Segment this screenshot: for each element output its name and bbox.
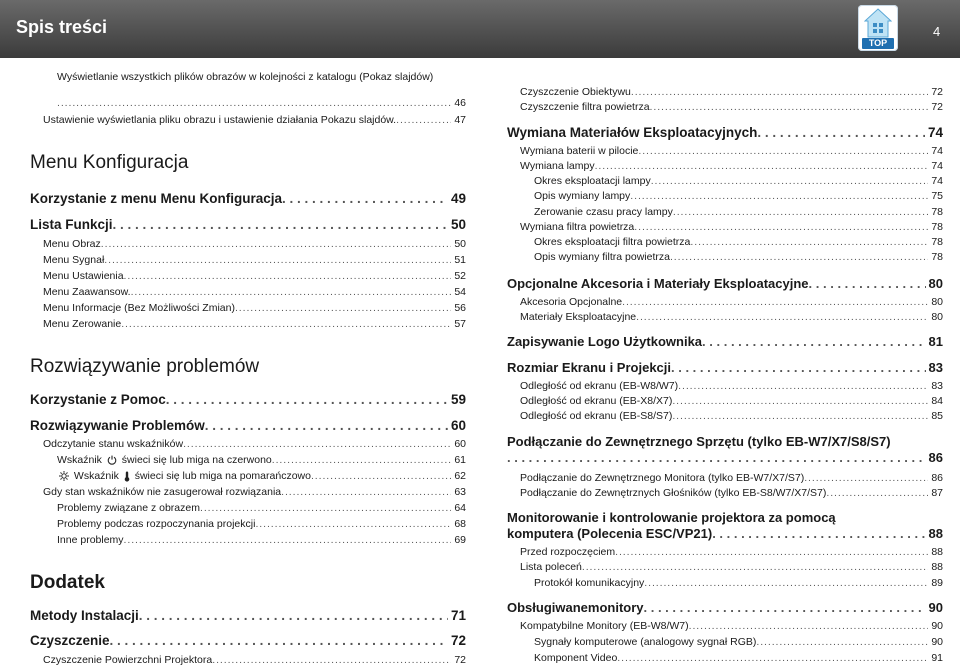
leader-dots	[281, 486, 451, 498]
entry-label: Menu Zerowanie	[43, 318, 122, 330]
leader-dots	[651, 175, 929, 187]
toc-entry-przed-rozpoczeciem[interactable]	[520, 546, 943, 558]
page-ref: 52	[454, 270, 466, 282]
leader-dots	[631, 86, 928, 98]
toc-entry-menu-sygnal[interactable]	[43, 254, 466, 266]
page-ref: 84	[931, 395, 943, 407]
entry-label: Czyszczenie filtra powietrza	[520, 101, 650, 113]
leader-dots	[121, 318, 451, 330]
page-ref: 83	[931, 380, 943, 392]
toc-entry-menu-zerowanie[interactable]	[43, 318, 466, 330]
entry-label: Komponent Video	[534, 652, 618, 664]
toc-entry-ustawienie-wyswietlania[interactable]	[43, 114, 466, 126]
toc-entry-odleglosc-x8[interactable]	[520, 395, 943, 407]
page-ref: 74	[927, 125, 943, 140]
chapter-menu-konfiguracja: Menu Konfiguracja	[30, 152, 189, 173]
entry-label: Problemy związane z obrazem	[57, 502, 200, 514]
toc-entry-zewnetrzne-glosniki[interactable]	[520, 487, 943, 499]
entry-label: Korzystanie z menu Menu Konfiguracja	[30, 191, 283, 206]
leader-dots	[756, 636, 928, 648]
page-ref: 75	[931, 190, 943, 202]
toc-entry-odczytanie[interactable]	[43, 438, 466, 450]
toc-entry-wymiana-baterii[interactable]	[520, 145, 943, 157]
page-ref: 63	[454, 486, 466, 498]
toc-entry-wymiana-filtra[interactable]	[520, 221, 943, 233]
leader-dots	[671, 360, 926, 375]
toc-entry-inne-problemy[interactable]	[57, 534, 466, 546]
leader-dots	[131, 286, 452, 298]
toc-entry-kompatybilne[interactable]	[520, 620, 943, 632]
toc-entry-opcjonalne[interactable]	[507, 276, 943, 291]
toc-entry-obslugiwane-monitory[interactable]	[507, 600, 943, 615]
entry-label: Ustawienie wyświetlania pliku obrazu i ustawienie działania Pokazu slajdów.	[43, 114, 397, 126]
toc-entry-akcesoria[interactable]	[520, 296, 943, 308]
entry-label: Odczytanie stanu wskaźników	[43, 438, 184, 450]
leader-dots	[615, 546, 928, 558]
page-ref: 78	[931, 236, 943, 248]
entry-label: Rozwiązywanie Problemów	[30, 418, 205, 433]
entry-label: komputera (Polecenia ESC/VP21)	[507, 526, 713, 541]
leader-dots	[235, 302, 451, 314]
page-ref: 54	[454, 286, 466, 298]
leader-dots	[678, 380, 928, 392]
entry-label: Korzystanie z Pomoc	[30, 392, 166, 407]
top-button-label: TOP	[862, 38, 894, 49]
entry-label: Podłączanie do Zewnętrznego Monitora (tylko EB-W7/X7/S7)	[520, 472, 805, 484]
toc-entry-odleglosc-w8[interactable]	[520, 380, 943, 392]
page-ref: 68	[454, 518, 466, 530]
entry-label: Materiały Eksploatacyjne	[520, 311, 637, 323]
page-ref: 50	[454, 238, 466, 250]
page-ref: 85	[931, 410, 943, 422]
page-ref: 86	[931, 472, 943, 484]
page-ref: 78	[931, 221, 943, 233]
page-ref: 56	[454, 302, 466, 314]
entry-label: Okres eksploatacji filtra powietrza	[534, 236, 691, 248]
toc-entry-komponent-video[interactable]	[534, 652, 943, 664]
leader-dots	[689, 620, 929, 632]
leader-dots	[282, 191, 448, 206]
page-ref: 91	[931, 652, 943, 664]
page-ref: 47	[454, 114, 466, 126]
page-ref: 64	[454, 502, 466, 514]
page-ref: 74	[931, 160, 943, 172]
page-ref: 89	[931, 577, 943, 589]
entry-label: Menu Zaawansow.	[43, 286, 131, 298]
toc-entry-wskaznik-lamp-temp[interactable]	[57, 470, 466, 482]
page-ref: 88	[931, 546, 943, 558]
leader-dots	[255, 518, 451, 530]
toc-entry-okres-lampy[interactable]	[534, 175, 943, 187]
entry-label: Odległość od ekranu (EB-W8/W7)	[520, 380, 679, 392]
leader-dots	[166, 392, 448, 407]
leader-dots	[101, 238, 452, 250]
entry-label: Gdy stan wskaźników nie zasugerował rozwiązania	[43, 486, 282, 498]
toc-entry-monitorowanie-title[interactable]: Monitorowanie i kontrolowanie projektora za pomocą	[507, 510, 836, 525]
toc-entry-gdy-stan[interactable]	[43, 486, 466, 498]
toc-entry-lista-polecen[interactable]	[520, 561, 943, 573]
leader-dots	[636, 311, 928, 323]
home-icon	[864, 8, 892, 38]
toc-entry-pokaz-slajdow[interactable]	[57, 71, 433, 83]
page-ref: 72	[450, 633, 466, 648]
leader-dots	[113, 217, 448, 232]
toc-entry-wskaznik-power[interactable]	[57, 454, 466, 466]
leader-dots	[205, 418, 448, 433]
page-ref: 78	[931, 251, 943, 263]
toc-entry-zapisywanie-logo[interactable]	[507, 334, 943, 349]
entry-label: Sygnały komputerowe (analogowy sygnał RGB)	[534, 636, 757, 648]
leader-dots	[672, 410, 928, 422]
leader-dots	[809, 276, 926, 291]
leader-dots	[272, 454, 452, 466]
chapter-rozwiazywanie: Rozwiązywanie problemów	[30, 356, 260, 377]
header-bar	[0, 0, 960, 58]
page-ref: 46	[454, 97, 466, 109]
leader-dots	[630, 190, 928, 202]
entry-label: Akcesoria Opcjonalne	[520, 296, 623, 308]
leader-dots	[622, 296, 928, 308]
toc-entry-wymiana-materialow[interactable]	[507, 125, 943, 140]
page-ref: 57	[454, 318, 466, 330]
entry-label-suffix: świeci się lub miga na czerwono	[121, 454, 272, 466]
page-ref: 88	[931, 561, 943, 573]
entry-label-prefix: Wskaźnik	[57, 454, 102, 466]
page-ref: 50	[450, 217, 466, 232]
leader-dots	[617, 652, 928, 664]
page-ref: 83	[928, 360, 943, 375]
page-ref: 88	[928, 526, 943, 541]
toc-entry-pokaz-slajdow-page[interactable]	[57, 97, 466, 109]
leader-dots	[396, 114, 451, 126]
toc-entry-okres-filtra[interactable]	[534, 236, 943, 248]
entry-label: Wymiana Materiałów Eksploatacyjnych	[507, 125, 758, 140]
toc-entry-materialy[interactable]	[520, 311, 943, 323]
page-ref: 51	[454, 254, 466, 266]
toc-entry-czyszczenie-powierzchni[interactable]	[43, 654, 466, 666]
leader-dots	[702, 334, 925, 349]
toc-entry-protokol[interactable]	[534, 577, 943, 589]
leader-dots	[826, 487, 928, 499]
toc-entry-wymiana-lampy[interactable]	[520, 160, 943, 172]
leader-dots	[104, 254, 451, 266]
toc-entry-menu-obraz[interactable]	[43, 238, 466, 250]
toc-entry-czyszczenie-obiektywu[interactable]	[520, 86, 943, 98]
leader-dots	[200, 502, 451, 514]
lamp-icon	[59, 471, 69, 481]
entry-label-suffix: świeci się lub miga na pomarańczowo	[134, 470, 311, 482]
leader-dots	[757, 125, 925, 140]
toc-entry-zewnetrzny-monitor[interactable]	[520, 472, 943, 484]
entry-label: Czyszczenie Obiektywu	[520, 86, 631, 98]
page-ref: 60	[454, 438, 466, 450]
entry-label: Protokół komunikacyjny	[534, 577, 645, 589]
leader-dots	[690, 236, 928, 248]
page-ref: 81	[928, 334, 943, 349]
page-ref: 80	[928, 276, 943, 291]
page-ref: 80	[931, 311, 943, 323]
entry-label: Menu Sygnał	[43, 254, 105, 266]
entry-label: Kompatybilne Monitory (EB-W8/W7)	[520, 620, 689, 632]
entry-label: Wymiana lampy	[520, 160, 595, 172]
toc-entry-opis-filtra[interactable]	[534, 251, 943, 263]
entry-label: Opis wymiany lampy	[534, 190, 631, 202]
page-ref: 80	[931, 296, 943, 308]
toc-entry-problemy-projekcja[interactable]	[57, 518, 466, 530]
page-ref: 72	[931, 101, 943, 113]
page-title: Spis treści	[16, 17, 108, 37]
leader-dots	[212, 654, 451, 666]
leader-dots	[595, 160, 929, 172]
entry-label: Opcjonalne Akcesoria i Materiały Eksploatacyjne	[507, 276, 809, 291]
toc-entry-korzystanie-pomoc[interactable]	[30, 392, 466, 407]
leader-dots	[673, 206, 928, 218]
entry-label: Menu Obraz	[43, 238, 101, 250]
entry-label: Metody Instalacji	[30, 608, 139, 623]
toc-entry-rozmiar-ekranu[interactable]	[507, 360, 943, 375]
toc-entry-korzystanie-menu[interactable]	[30, 191, 466, 206]
page-ref: 69	[454, 534, 466, 546]
entry-label: Przed rozpoczęciem	[520, 546, 616, 558]
page-ref: 87	[931, 487, 943, 499]
toc-entry-sygnaly-komputerowe[interactable]	[534, 636, 943, 648]
entry-label: Zerowanie czasu pracy lampy	[534, 206, 673, 218]
page-ref: 59	[450, 392, 466, 407]
page-ref: 74	[931, 175, 943, 187]
entry-label: Inne problemy	[57, 534, 124, 546]
leader-dots	[57, 97, 451, 109]
leader-dots	[124, 270, 452, 282]
page-ref: 74	[931, 145, 943, 157]
leader-dots	[644, 600, 926, 615]
entry-label: Menu Informacje (Bez Możliwości Zmian)	[43, 302, 235, 314]
entry-label: Problemy podczas rozpoczynania projekcji	[57, 518, 256, 530]
page-ref: 72	[454, 654, 466, 666]
chapter-dodatek: Dodatek	[30, 572, 105, 593]
leader-dots	[124, 534, 452, 546]
leader-dots	[672, 395, 928, 407]
toc-entry-zerowanie-lampy[interactable]	[534, 206, 943, 218]
leader-dots	[139, 608, 448, 623]
entry-label-prefix: Wskaźnik	[73, 470, 119, 482]
entry-label	[57, 470, 311, 482]
entry-label	[57, 454, 272, 466]
toc-entry-odleglosc-s8[interactable]	[520, 410, 943, 422]
toc-entry-problemy-obraz[interactable]	[57, 502, 466, 514]
entry-label: Czyszczenie Powierzchni Projektora	[43, 654, 213, 666]
page-ref: 90	[928, 600, 943, 615]
toc-entry-menu-zaawansow[interactable]	[43, 286, 466, 298]
leader-dots	[644, 577, 928, 589]
leader-dots	[634, 221, 928, 233]
toc-entry-czyszczenie[interactable]	[30, 633, 466, 648]
entry-label: Wymiana baterii w pilocie	[520, 145, 639, 157]
toc-entry-czyszczenie-filtra[interactable]	[520, 101, 943, 113]
leader-dots	[804, 472, 928, 484]
entry-label: Odległość od ekranu (EB-S8/S7)	[520, 410, 673, 422]
leader-dots	[507, 450, 926, 465]
entry-label: Wyświetlanie wszystkich plików obrazów w kolejności z katalogu (Pokaz slajdów)	[57, 71, 434, 83]
toc-entry-menu-ustawienia[interactable]	[43, 270, 466, 282]
page-ref: 72	[931, 86, 943, 98]
page-ref: 61	[454, 454, 466, 466]
page-ref: 78	[931, 206, 943, 218]
toc-entry-menu-informacje[interactable]	[43, 302, 466, 314]
entry-label: Obsługiwanemonitory	[507, 600, 644, 615]
toc-entry-lista-funkcji[interactable]	[30, 217, 466, 232]
toc-entry-rozwiazywanie-problemow[interactable]	[30, 418, 466, 433]
page-number: 4	[933, 24, 941, 39]
toc-entry-podlaczanie-title[interactable]: Podłączanie do Zewnętrznego Sprzętu (tylko EB-W7/X7/S8/S7)	[507, 434, 891, 449]
toc-entry-monitorowanie[interactable]	[507, 526, 943, 541]
page-ref: 62	[454, 470, 466, 482]
entry-label: Menu Ustawienia	[43, 270, 124, 282]
entry-label: Podłączanie do Zewnętrznych Głośników (tylko EB-S8/W7/X7/S7)	[520, 487, 827, 499]
temperature-icon	[124, 471, 130, 482]
page-ref: 71	[450, 608, 466, 623]
toc-entry-opis-lampy[interactable]	[534, 190, 943, 202]
leader-dots	[638, 145, 928, 157]
page-ref: 90	[931, 636, 943, 648]
page-ref: 86	[928, 450, 943, 465]
entry-label: Okres eksploatacji lampy	[534, 175, 651, 187]
toc-entry-podlaczanie-page[interactable]	[507, 450, 943, 465]
power-icon	[107, 455, 117, 465]
entry-label: Wymiana filtra powietrza	[520, 221, 635, 233]
leader-dots	[110, 633, 448, 648]
entry-label: Zapisywanie Logo Użytkownika	[507, 334, 703, 349]
entry-label: Odległość od ekranu (EB-X8/X7)	[520, 395, 673, 407]
page-ref: 90	[931, 620, 943, 632]
leader-dots	[582, 561, 928, 573]
leader-dots	[712, 526, 925, 541]
entry-label: Lista Funkcji	[30, 217, 113, 232]
leader-dots	[670, 251, 928, 263]
entry-label: Lista poleceń	[520, 561, 582, 573]
leader-dots	[311, 470, 451, 482]
leader-dots	[183, 438, 451, 450]
top-button[interactable]	[858, 5, 898, 51]
page-ref: 60	[450, 418, 466, 433]
toc-entry-metody-instalacji[interactable]	[30, 608, 466, 623]
entry-label: Opis wymiany filtra powietrza	[534, 251, 670, 263]
leader-dots	[650, 101, 929, 113]
entry-label: Rozmiar Ekranu i Projekcji	[507, 360, 672, 375]
entry-label: Czyszczenie	[30, 633, 110, 648]
page-ref: 49	[450, 191, 466, 206]
